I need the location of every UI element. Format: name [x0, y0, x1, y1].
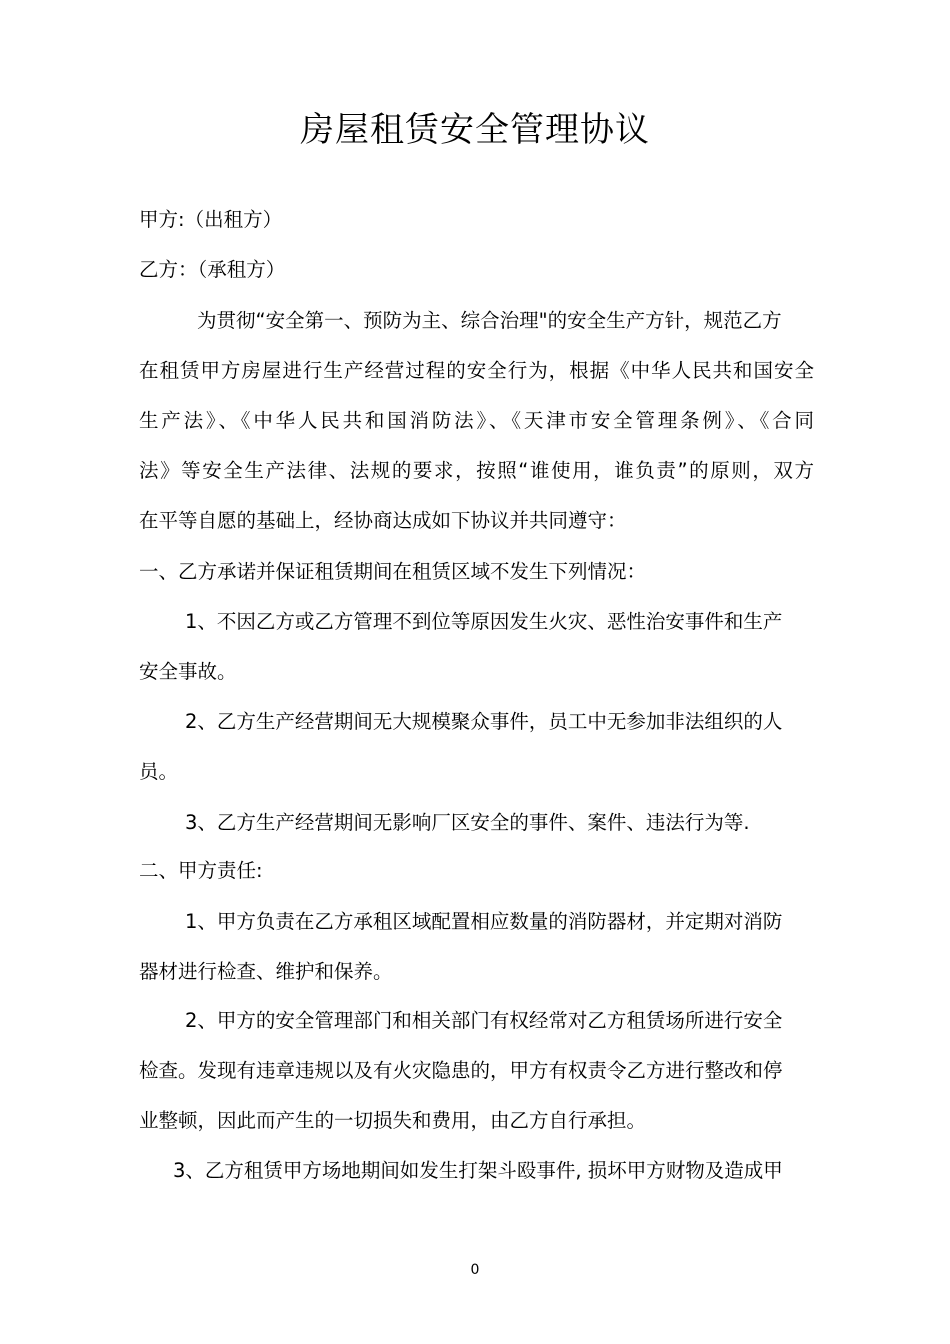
intro-line-5: 在平等自愿的基础上，经协商达成如下协议并共同遵守：: [139, 509, 627, 532]
intro-line-1: 为贯彻“安全第一、预防为主、综合治理"的安全生产方针，规范乙方: [197, 309, 782, 332]
section2-item-3-line-1: 3、乙方租赁甲方场地期间如发生打架斗殴事件, 损坏甲方财物及造成甲: [173, 1159, 783, 1182]
party-a-line: 甲方:（出租方）: [139, 208, 283, 231]
section1-heading: 一、乙方承诺并保证租赁期间在租赁区域不发生下列情况：: [139, 560, 647, 583]
section1-item-2-line-1: 2、乙方生产经营期间无大规模聚众事件，员工中无参加非法组织的人: [185, 710, 783, 733]
section2-heading: 二、甲方责任:: [139, 859, 263, 882]
section1-item-1-line-1: 1、不因乙方或乙方管理不到位等原因发生火灾、恶性治安事件和生产: [185, 610, 783, 633]
page-number: 0: [470, 1262, 480, 1278]
section2-item-1-line-1: 1、甲方负责在乙方承租区域配置相应数量的消防器材，并定期对消防: [185, 910, 783, 933]
section1-item-2-line-2: 员。: [139, 760, 179, 783]
section2-item-2-line-3: 业整顿，因此而产生的一切损失和费用，由乙方自行承担。: [139, 1109, 647, 1132]
document-title: 房屋租赁安全管理协议: [300, 110, 650, 150]
intro-line-4: 法》等安全生产法律、法规的要求，按照“谁使用，谁负责”的原则，双方: [139, 459, 814, 482]
section2-item-2-line-2: 检查。发现有违章违规以及有火灾隐患的，甲方有权责令乙方进行整改和停: [139, 1059, 783, 1082]
section2-item-2-line-1: 2、甲方的安全管理部门和相关部门有权经常对乙方租赁场所进行安全: [185, 1009, 783, 1032]
intro-line-2: 在租赁甲方房屋进行生产经营过程的安全行为，根据《中华人民共和国安全: [139, 359, 814, 382]
section2-item-1-line-2: 器材进行检查、维护和保养。: [139, 960, 393, 983]
intro-line-3: 生产法》、《中华人民共和国消防法》、《天津市安全管理条例》、《合同: [139, 409, 814, 432]
section1-item-3-line-1: 3、乙方生产经营期间无影响厂区安全的事件、案件、违法行为等.: [185, 811, 750, 834]
section1-item-1-line-2: 安全事故。: [139, 660, 237, 683]
party-b-line: 乙方：（承租方）: [139, 258, 286, 281]
